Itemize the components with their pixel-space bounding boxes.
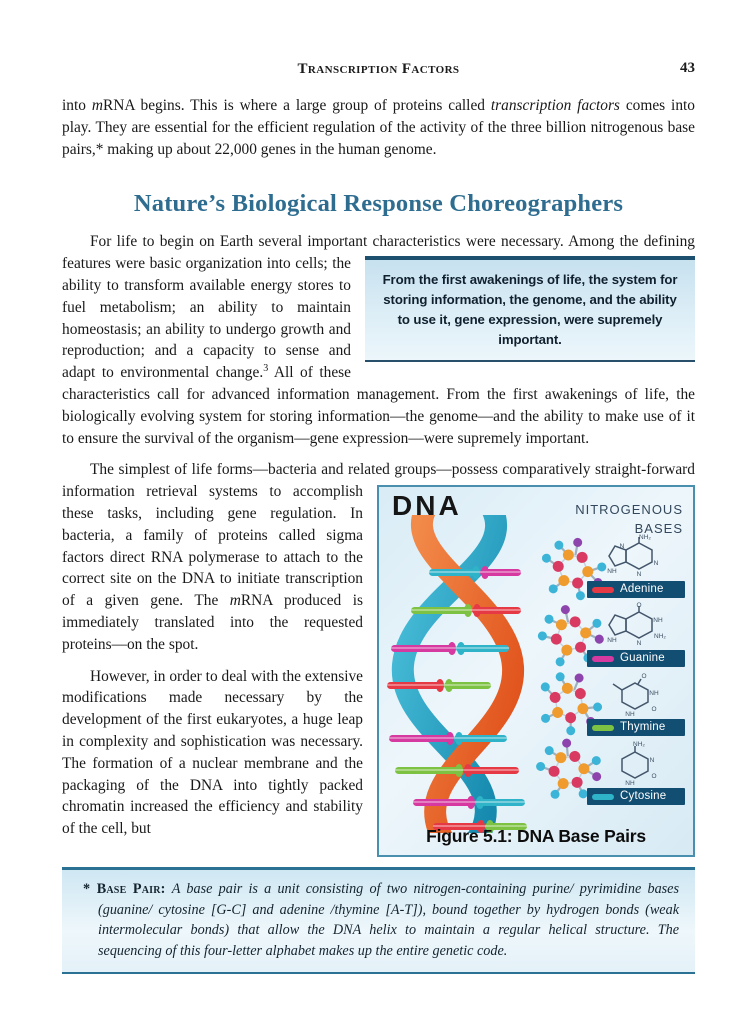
svg-text:O: O [636,602,642,610]
thymine-structure [605,671,669,717]
svg-text:NH: NH [625,780,635,787]
text-run: RNA produced is immediately translated into the requested proteins—on the spot. [62,592,363,653]
section-heading: Nature’s Biological Response Choreographers [133,190,624,218]
pull-quote-text: From the first awakenings of life, the system for storing information, the genome, and the ability to use it, gene expression, were supremely important. [382,272,678,347]
legend-guanine [587,650,685,667]
figure-dna-base-pairs [377,485,695,857]
svg-text:NH₂: NH₂ [633,741,645,749]
text-run: defining features were basic organization into cells; the ability to transform available energy stores to fuel metabolism; an ability to maintain homeostasis; an ability to undergo growth and reproduction; and a capacity to sense and adapt to environmental change. [62,233,695,382]
figure-caption: Figure 5.1: DNA Base Pairs [426,826,646,847]
adenine-color-swatch [592,586,614,594]
cytosine-block [587,740,687,805]
endnote-reference: 3 [263,363,269,375]
svg-text:N: N [619,543,625,551]
paragraph-however: However, in order to deal with the extensive modifications made necessary by the development of the first eukaryotes, a huge leap in complexity and sophistication was necessary. The formation of a nuclear membrane and the packaging of the DNA into tightly packed chromatin increased the efficiency and stability of the cell, but [62,667,363,838]
svg-text:NH₂: NH₂ [639,534,651,542]
svg-text:N: N [636,571,642,579]
text-run: into [62,97,92,114]
svg-text:NH: NH [653,617,663,625]
guanine-color-swatch [592,655,614,663]
cytosine-color-swatch [592,793,614,801]
text-run: All of these characteristics call for advanced information management. From the first awakenings of life, the biologically evolving system for storing information—the genome—and the ability to make use of it to ensure the survival of the organism—gene expression—were supremely important. [62,364,695,447]
svg-text:NH: NH [649,690,659,698]
footnote-box [62,867,695,974]
footnote-label: * Base Pair: [83,881,166,898]
svg-text:NH: NH [607,568,617,576]
guanine-block [587,602,687,667]
svg-text:NH: NH [607,637,617,645]
svg-text:N: N [636,640,642,648]
text-run: The simplest of life forms—bacteria and related groups—possess comparatively straight- [90,461,647,479]
legend-label: Guanine [620,651,665,664]
paragraph-intro [62,95,695,160]
svg-text:O: O [651,706,657,714]
thymine-color-swatch [592,724,614,732]
figure-dna-label: DNA [392,490,462,522]
text-run-italic: transcription factors [490,97,620,114]
adenine-structure [605,533,669,579]
legend-label: Cytosine [620,789,667,802]
svg-text:N: N [653,560,659,568]
page-header [62,60,695,82]
thymine-block [587,671,687,736]
bases-legend-column [587,533,687,809]
svg-text:O: O [641,673,647,681]
text-run-italic: m [229,592,241,610]
legend-adenine [587,581,685,598]
text-run: forward information retrieval systems to accomplish these tasks, including gene regulation. In bacteria, a family of proteins called sigma factors direct RNA polymerase to attach to the correct site on the DNA to initiate transcription of a given gene. The [62,461,695,610]
page-number: 43 [680,60,695,76]
legend-label: Adenine [620,582,664,595]
svg-text:NH₂: NH₂ [654,633,666,641]
legend-cytosine [587,788,685,805]
footnote-text: A base pair is a unit consisting of two nitrogen-containing purine/ pyrimidine bases (guanine/ cytosine [G-C] and adenine /thymine [A-T]), bound together by hydrogen bonds (weak intermolecular bonds) that allow the DNA helix to maintain a regular helical structure. The sequencing of this four-letter alphabet makes up the entire genetic code. [98,881,680,959]
paragraph-for-life [62,231,695,449]
svg-text:O: O [651,773,657,781]
running-title: Transcription Factors [297,61,460,77]
svg-text:NH: NH [625,711,635,718]
text-run-italic: m [91,97,103,114]
text-run: For life to begin on Earth several important characteristics were necessary. Among the [90,233,644,251]
cytosine-structure [605,740,669,786]
legend-thymine [587,719,685,736]
text-run: comes into play. They are essential for the efficient regulation of the activity of the three billion nitrogenous base pairs,* making up about 22,000 genes in the human genome. [62,97,696,158]
dna-helix-illustration [379,515,529,833]
guanine-structure [605,602,669,648]
svg-text:N: N [649,757,655,765]
figure-title: NITROGENOUS BASES [575,502,683,536]
text-run: RNA begins. This is where a large group of proteins called [102,97,491,114]
adenine-block [587,533,687,598]
legend-label: Thymine [620,720,666,733]
pull-quote-box [365,256,695,362]
